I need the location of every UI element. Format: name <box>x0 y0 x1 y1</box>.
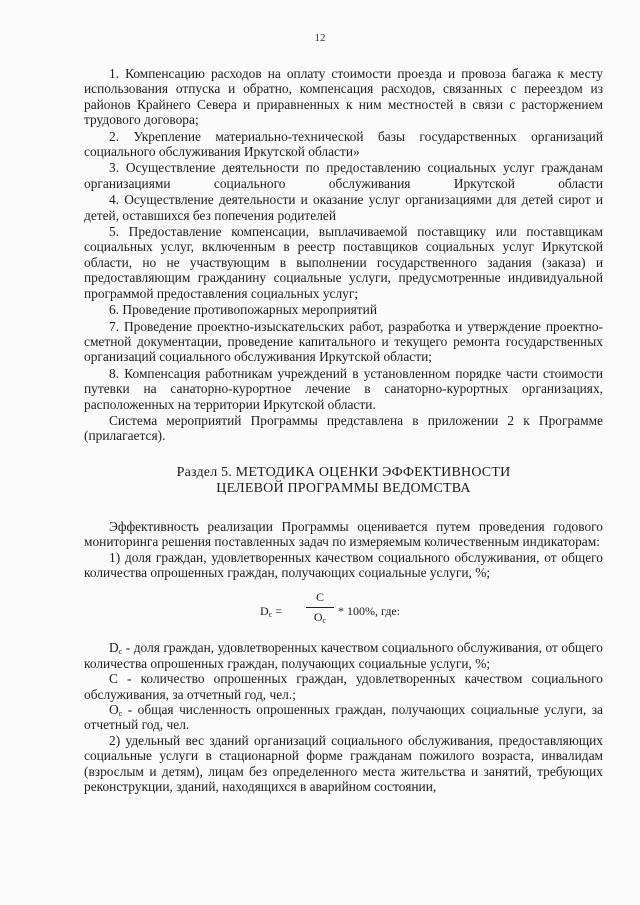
list-item <box>84 319 603 365</box>
item-text: Проведение противопожарных мероприятий <box>122 302 377 318</box>
list-item <box>84 366 603 412</box>
formula-fraction <box>306 590 334 625</box>
formula-denominator: $O_c$ <box>313 610 327 626</box>
item-number: 4. <box>109 192 120 208</box>
item-number: 3. <box>109 160 120 176</box>
document-body <box>84 66 603 794</box>
definition-dc: $D_c$ - доля граждан, удовлетворенных качеством социального обслуживания, от общего количества опрошенных граждан, получающих социальные услуги, %; <box>84 640 603 671</box>
indicator-1: 1) доля граждан, удовлетворенных качеством социального обслуживания, от общего количества опрошенных граждан, получающих социальные услуги, %; <box>84 549 603 580</box>
list-item <box>84 160 603 191</box>
intro-paragraph: Эффективность реализации Программы оценивается путем проведения годового мониторинга решения поставленных задач по измеряемым количественным индикаторам: <box>84 518 603 550</box>
section-heading <box>84 465 603 497</box>
item-text: Предоставление компенсации, выплачиваемой поставщику или поставщикам социальных услуг, включенным в реестр поставщиков социальных услуг Иркутской области, но не участвующим в выполнении государственного задания (заказа) и предоставляющим гражданину социальные услуги, предусмотренные индивидуальной программой предоставления социальных услуг; <box>84 224 603 301</box>
indicator-2: 2) удельный вес зданий организаций социального обслуживания, предоставляющих социальные услуги в стационарной форме гражданам пожилого возраста, инвалидам (взрослым и детям), лицам без определенного места жительства и занятий, требующих реконструкции, зданий, находящихся в аварийном состоянии, <box>84 732 603 795</box>
fraction-bar <box>306 607 334 608</box>
item-number: 1. <box>109 66 120 81</box>
definition-c: С - количество опрошенных граждан, удовлетворенных качеством социального обслуживания, за отчетный год, чел.; <box>84 671 603 702</box>
item-text: Осуществление деятельности и оказание услуг организациями для детей сирот и детей, оставшихся без попечения родителей <box>84 192 603 223</box>
list-item <box>84 66 603 128</box>
item-text: Укрепление материально-технической базы государственных организаций социального обслуживания Иркутской области» <box>84 128 603 160</box>
item-number: 6. <box>109 302 120 318</box>
item-text: Проведение проектно-изыскательских работ, разработка и утверждение проектно-сметной документации, проведение капитального и текущего ремонта государственных организаций социального обслуживания Иркутской области; <box>84 318 603 365</box>
item-number: 2. <box>109 128 120 144</box>
formula-lhs: $D_c$ = <box>260 604 283 620</box>
list-item <box>84 224 603 301</box>
item-text: Осуществление деятельности по предоставлению социальных услуг гражданам организациями социального обслуживания Иркутской области <box>84 160 603 191</box>
formula-rhs: * 100%, где: <box>338 604 401 619</box>
item-number: 8. <box>109 365 120 381</box>
page-number: 12 <box>314 32 326 44</box>
definition-oc: $О_с$ - общая численность опрошенных граждан, получающих социальные услуги, за отчетный год, чел. <box>84 702 603 733</box>
list-item <box>84 192 603 223</box>
section-heading-line2: ЦЕЛЕВОЙ ПРОГРАММЫ ВЕДОМСТВА <box>216 480 471 496</box>
list-item <box>84 129 603 160</box>
formula <box>84 588 603 634</box>
item-number: 7. <box>109 318 120 334</box>
formula-numerator: C <box>315 590 324 605</box>
item-number: 5. <box>109 224 120 240</box>
system-note: Система мероприятий Программы представлена в приложении 2 к Программе (прилагается). <box>84 412 603 444</box>
section-heading-line1: Раздел 5. МЕТОДИКА ОЦЕНКИ ЭФФЕКТИВНОСТИ <box>176 464 511 480</box>
item-text: Компенсация работникам учреждений в установленном порядке части стоимости путевки на санаторно-курортное лечение в санаторно-курортных организациях, расположенных на территории Иркутской области. <box>84 365 603 412</box>
item-text: Компенсацию расходов на оплату стоимости проезда и провоза багажа к месту использования отпуска и обратно, компенсация расходов, связанных с переездом из районов Крайнего Севера и приравненных к ним местностей в связи с расторжением трудового договора; <box>84 66 603 128</box>
list-item <box>84 302 603 317</box>
